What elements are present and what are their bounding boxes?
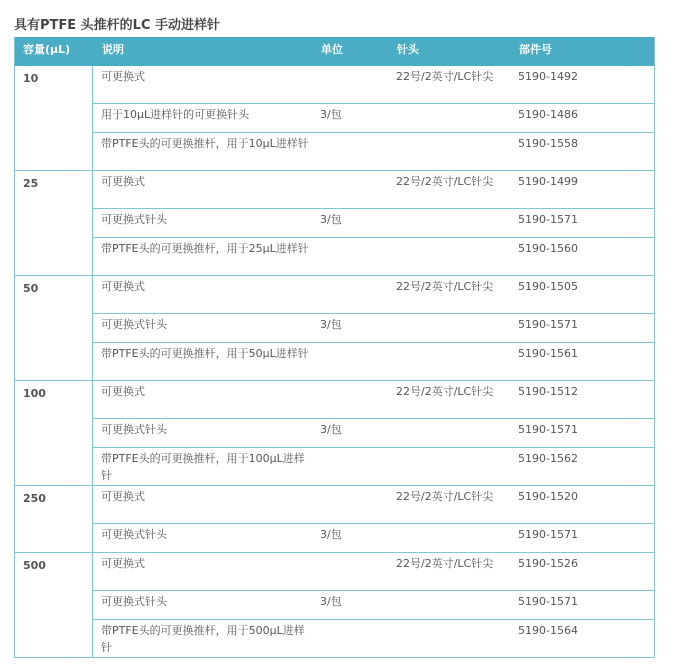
part-number-cell: 5190-1562 [518,452,578,465]
description-cell: 可更换式 [101,557,145,570]
product-table [14,37,655,658]
description-cell: 可更换式 [101,490,145,503]
capacity-group [15,380,654,485]
needle-cell: 22号/2英寸/LC针尖 [396,490,494,503]
part-number-cell: 5190-1571 [518,595,578,608]
description-cell: 可更换式针头 [101,423,167,436]
table-row [93,523,654,552]
header-capacity: 容量(μL) [23,43,71,56]
capacity-cell: 10 [15,66,93,170]
unit-cell: 3/包 [320,528,342,541]
table-row [93,103,654,132]
description-cell: 可更换式 [101,175,145,188]
part-number-cell: 5190-1499 [518,175,578,188]
header-description: 说明 [102,43,124,56]
description-cell: 带PTFE头的可更换推杆，用于10μL进样针 [101,137,309,150]
part-number-cell: 5190-1561 [518,347,578,360]
table-row [93,418,654,447]
part-number-cell: 5190-1571 [518,423,578,436]
capacity-cell: 100 [15,381,93,485]
table-row [93,237,654,275]
table-row [93,590,654,619]
part-number-cell: 5190-1526 [518,557,578,570]
table-caption: 具有PTFE 头推杆的LC 手动进样针 [14,18,221,33]
description-cell: 可更换式 [101,280,145,293]
header-unit: 单位 [321,43,343,56]
table-row [93,381,654,418]
part-number-cell: 5190-1571 [518,528,578,541]
description-cell: 带PTFE头的可更换推杆，用于25μL进样针 [101,242,309,255]
needle-cell: 22号/2英寸/LC针尖 [396,70,494,83]
part-number-cell: 5190-1571 [518,318,578,331]
table-row [93,276,654,313]
capacity-group [15,275,654,380]
unit-cell: 3/包 [320,318,342,331]
description-cell: 可更换式针头 [101,213,167,226]
part-number-cell: 5190-1505 [518,280,578,293]
part-number-cell: 5190-1564 [518,624,578,637]
table-row [93,171,654,208]
unit-cell: 3/包 [320,595,342,608]
part-number-cell: 5190-1512 [518,385,578,398]
table-row [93,66,654,103]
table-row [93,208,654,237]
table-row [93,553,654,590]
description-cell: 可更换式 [101,70,145,83]
unit-cell: 3/包 [320,423,342,436]
capacity-group [15,170,654,275]
needle-cell: 22号/2英寸/LC针尖 [396,175,494,188]
capacity-cell: 500 [15,553,93,657]
capacity-group [15,552,654,657]
description-cell: 可更换式 [101,385,145,398]
needle-cell: 22号/2英寸/LC针尖 [396,557,494,570]
capacity-cell: 25 [15,171,93,275]
description-cell: 可更换式针头 [101,318,167,331]
table-row [93,486,654,523]
capacity-group [15,66,654,170]
part-number-cell: 5190-1560 [518,242,578,255]
table-row [93,132,654,170]
capacity-group [15,485,654,552]
header-needle: 针头 [397,43,419,56]
table-row [93,313,654,342]
part-number-cell: 5190-1486 [518,108,578,121]
capacity-cell: 250 [15,486,93,552]
unit-cell: 3/包 [320,213,342,226]
description-cell: 可更换式针头 [101,528,167,541]
capacity-cell: 50 [15,276,93,380]
table-header [15,37,654,66]
unit-cell: 3/包 [320,108,342,121]
part-number-cell: 5190-1558 [518,137,578,150]
needle-cell: 22号/2英寸/LC针尖 [396,385,494,398]
table-body [15,66,654,657]
description-cell: 带PTFE头的可更换推杆，用于100μL进样针 [101,452,305,482]
part-number-cell: 5190-1571 [518,213,578,226]
table-row [93,447,654,485]
part-number-cell: 5190-1520 [518,490,578,503]
description-cell: 带PTFE头的可更换推杆，用于500μL进样针 [101,624,305,654]
description-cell: 带PTFE头的可更换推杆，用于50μL进样针 [101,347,309,360]
description-cell: 用于10μL进样针的可更换针头 [101,108,250,121]
table-row [93,619,654,657]
header-part-number: 部件号 [519,43,552,56]
table-row [93,342,654,380]
needle-cell: 22号/2英寸/LC针尖 [396,280,494,293]
description-cell: 可更换式针头 [101,595,167,608]
part-number-cell: 5190-1492 [518,70,578,83]
